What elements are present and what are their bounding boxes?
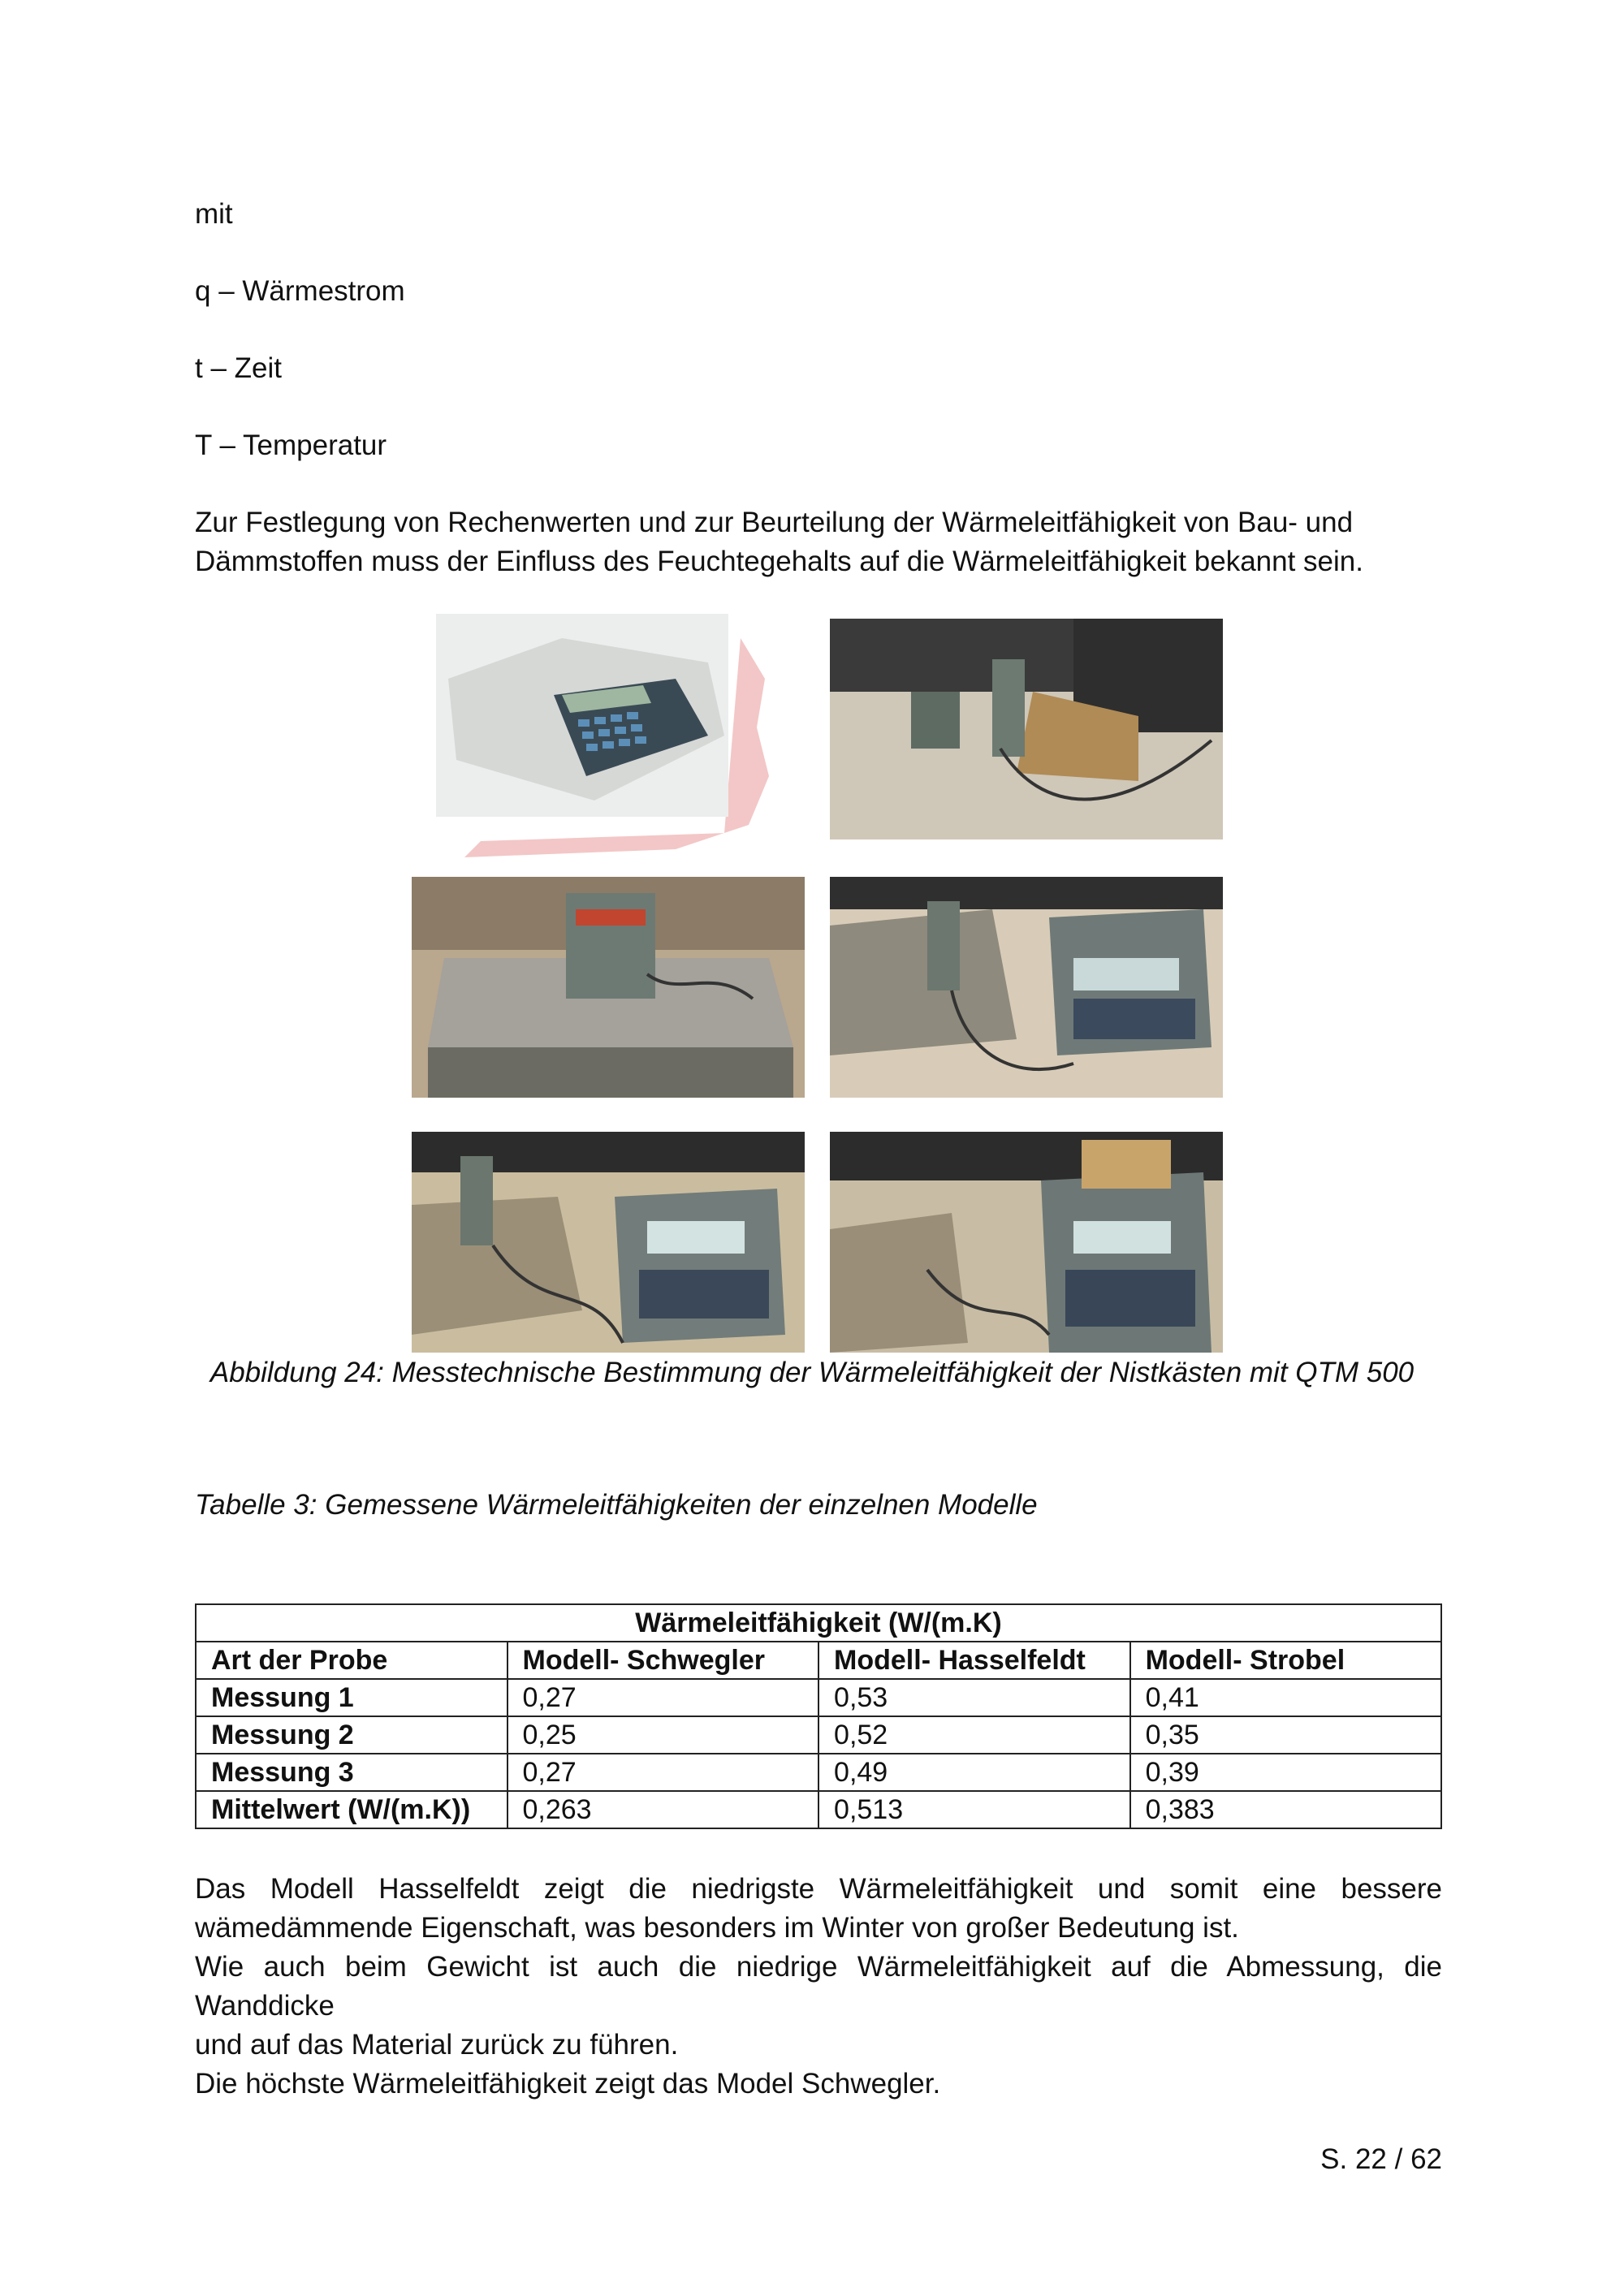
table-row	[196, 1754, 1441, 1791]
intro-paragraph-line-1: Zur Festlegung von Rechenwerten und zur Beurteilung der Wärmeleitfähigkeit von Bau- und	[195, 507, 1354, 538]
table-cell: 0,53	[818, 1679, 1130, 1716]
row-label: Messung 2	[196, 1716, 508, 1754]
intro-paragraph	[195, 503, 1442, 581]
conclusion-line-5: Die höchste Wärmeleitfähigkeit zeigt das Model Schwegler.	[195, 2068, 941, 2100]
table-group-header-row	[196, 1604, 1441, 1642]
table-header-row	[196, 1642, 1441, 1679]
table-row	[196, 1791, 1441, 1828]
table-cell: 0,35	[1130, 1716, 1441, 1754]
probe-on-desk-photo	[830, 619, 1223, 839]
group-header: Wärmeleitfähigkeit (W/(m.K)	[196, 1604, 1441, 1642]
table-cell: 0,263	[508, 1791, 819, 1828]
intro-paragraph-line-2: Dämmstoffen muss der Einfluss des Feuchtegehalts auf die Wärmeleitfähigkeit bekannt sein.	[195, 546, 1363, 577]
table-cell: 0,27	[508, 1679, 819, 1716]
table-cell: 0,513	[818, 1791, 1130, 1828]
definition-q: q – Wärmestrom	[195, 275, 405, 307]
conductivity-table	[195, 1603, 1442, 1829]
conclusion-line-1: Das Modell Hasselfeldt zeigt die niedrigste Wärmeleitfähigkeit und somit eine bessere	[195, 1873, 1442, 1905]
definition-T: T – Temperatur	[195, 429, 387, 461]
table-cell: 0,39	[1130, 1754, 1441, 1791]
row-label: Messung 3	[196, 1754, 508, 1791]
column-header: Modell- Schwegler	[508, 1642, 819, 1679]
device-and-probe-photo	[830, 877, 1223, 1098]
conclusion-line-2: wämedämmende Eigenschaft, was besonders im Winter von großer Bedeutung ist.	[195, 1912, 1239, 1944]
conclusion-line-3: Wie auch beim Gewicht ist auch die niedrige Wärmeleitfähigkeit auf die Abmessung, die Wanddicke	[195, 1951, 1442, 2022]
table-cell: 0,52	[818, 1716, 1130, 1754]
probe-on-nest-box-photo	[412, 877, 805, 1098]
page-number: S. 22 / 62	[1320, 2143, 1442, 2175]
column-header: Modell- Hasselfeldt	[818, 1642, 1130, 1679]
table-cell: 0,383	[1130, 1791, 1441, 1828]
table-cell: 0,49	[818, 1754, 1130, 1791]
table-cell: 0,25	[508, 1716, 819, 1754]
qtm-500-device-photo	[432, 614, 773, 857]
table-cell: 0,41	[1130, 1679, 1441, 1716]
definition-t: t – Zeit	[195, 352, 282, 384]
table-row	[196, 1716, 1441, 1754]
measurement-with-wood-sample-photo	[830, 1132, 1223, 1353]
table-caption: Tabelle 3: Gemessene Wärmeleitfähigkeiten der einzelnen Modelle	[195, 1489, 1038, 1521]
intro-mit: mit	[195, 198, 233, 230]
table-row	[196, 1679, 1441, 1716]
conclusion-paragraph	[195, 1870, 1442, 2104]
figure-caption: Abbildung 24: Messtechnische Bestimmung der Wärmeleitfähigkeit der Nistkästen mit QTM 500	[209, 1357, 1415, 1388]
column-header: Modell- Strobel	[1130, 1642, 1441, 1679]
measurement-setup-photo	[412, 1132, 805, 1353]
conclusion-line-4: und auf das Material zurück zu führen.	[195, 2029, 679, 2061]
table-cell: 0,27	[508, 1754, 819, 1791]
row-label: Mittelwert (W/(m.K))	[196, 1791, 508, 1828]
column-header: Art der Probe	[196, 1642, 508, 1679]
row-label: Messung 1	[196, 1679, 508, 1716]
